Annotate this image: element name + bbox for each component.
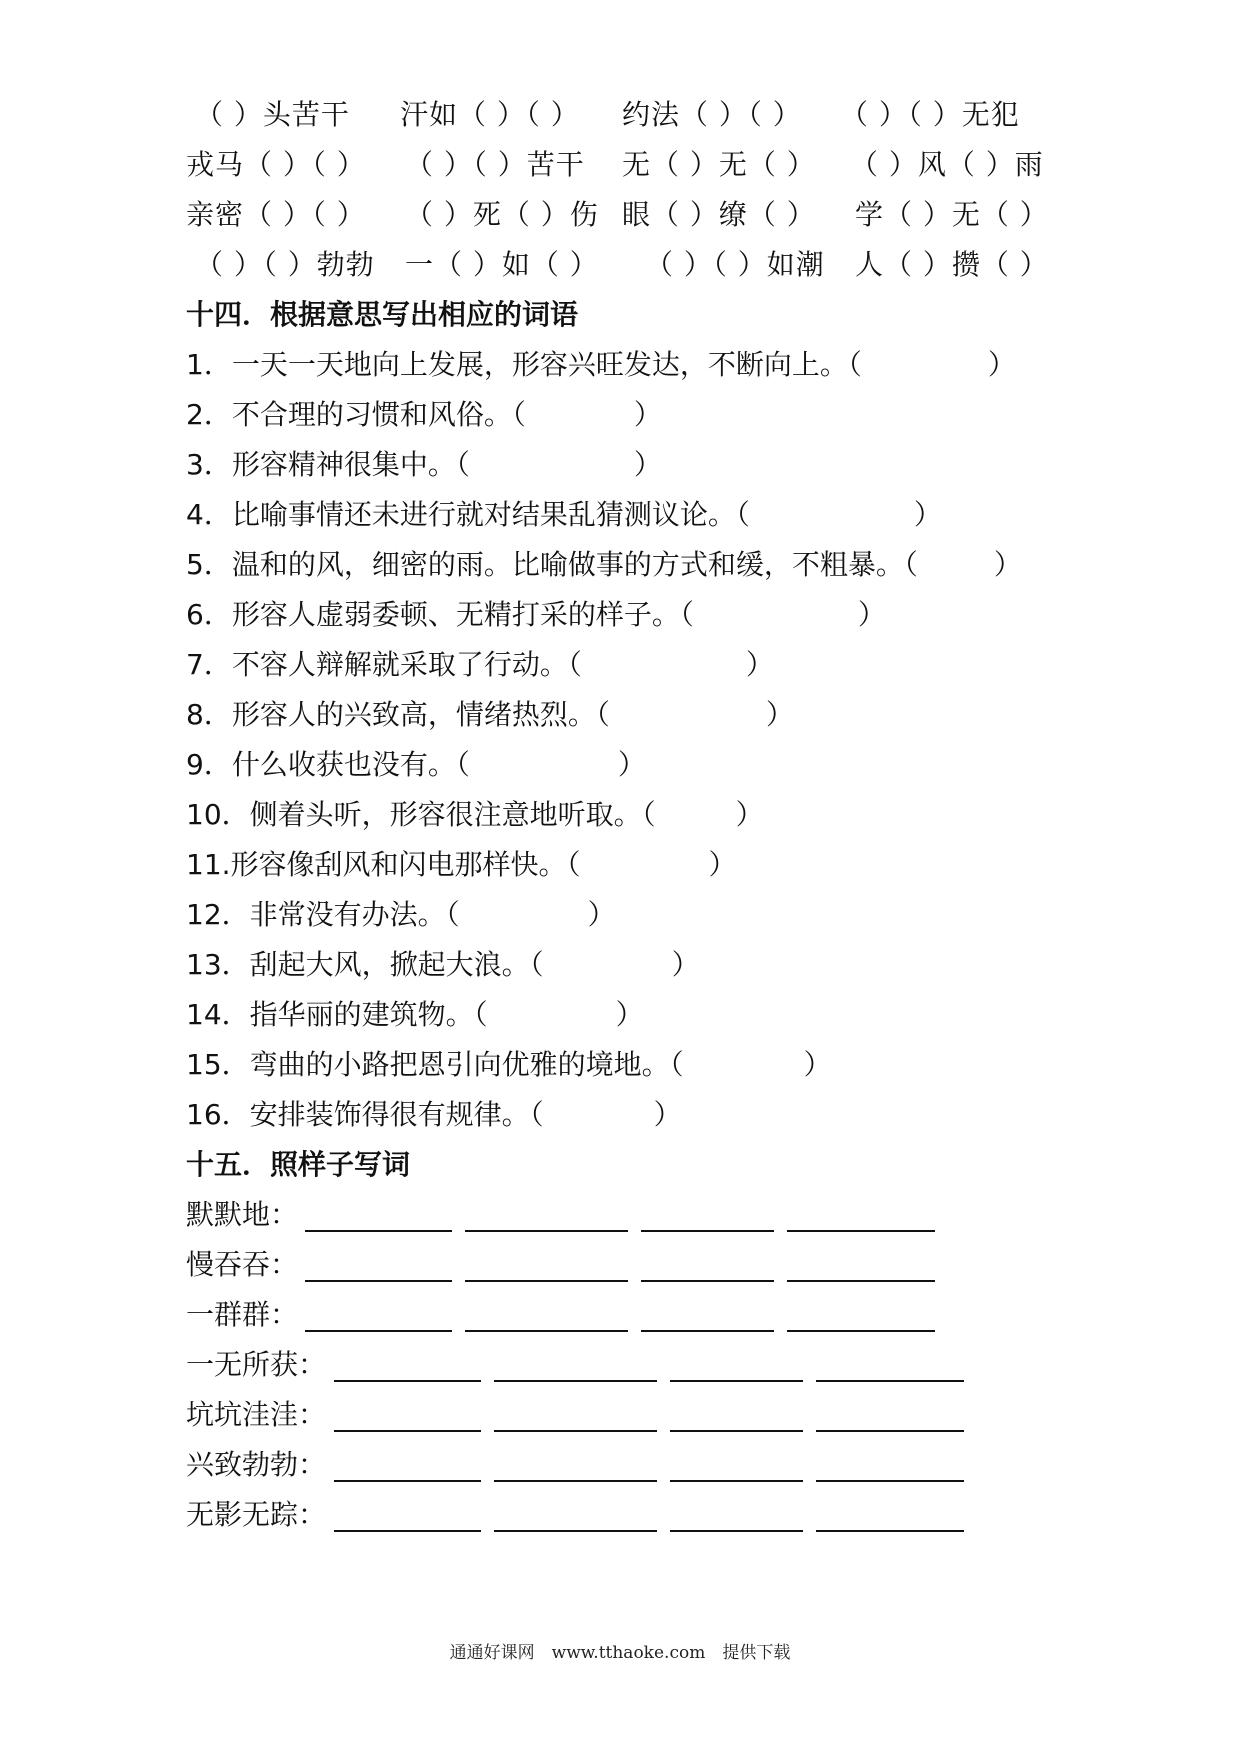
answer-line[interactable]: [787, 1230, 935, 1232]
definition-question: [186, 690, 794, 740]
answer-line[interactable]: [670, 1480, 803, 1482]
answer-line[interactable]: [641, 1280, 774, 1282]
answer-line[interactable]: [494, 1480, 657, 1482]
pattern-label: 无影无踪：: [186, 1498, 327, 1531]
answer-line[interactable]: [787, 1280, 935, 1282]
answer-line[interactable]: [494, 1530, 657, 1532]
close-paren: ）: [617, 748, 646, 781]
question-text: 8．形容人的兴致高，情绪热烈。（: [186, 698, 610, 731]
idiom-row: [0, 90, 1240, 140]
pattern-label: 一无所获：: [186, 1348, 327, 1381]
question-text: 10．侧着头听，形容很注意地听取。（: [186, 798, 656, 831]
word-pattern-row: [0, 1240, 1240, 1290]
question-text: 2．不合理的习惯和风俗。（: [186, 398, 526, 431]
definition-question: [186, 440, 662, 490]
close-paren: ）: [615, 998, 644, 1031]
question-text: 15．弯曲的小路把恩引向优雅的境地。（: [186, 1048, 684, 1081]
answer-line[interactable]: [816, 1480, 964, 1482]
answer-line[interactable]: [465, 1230, 628, 1232]
close-paren: ）: [735, 798, 764, 831]
close-paren: ）: [653, 1098, 682, 1131]
answer-line[interactable]: [494, 1380, 657, 1382]
definition-question: [186, 340, 1016, 390]
word-pattern-row: [0, 1290, 1240, 1340]
idiom-row: [0, 240, 1240, 290]
word-pattern-row: [0, 1390, 1240, 1440]
footer-credit: 通通好课网 www.tthaoke.com 提供下载: [449, 1643, 791, 1663]
idiom-item: （ ）（ ）无犯: [840, 98, 1020, 131]
answer-line[interactable]: [305, 1230, 452, 1232]
close-paren: ）: [633, 448, 662, 481]
idiom-item: 约法（ ）（ ）: [622, 98, 802, 131]
answer-line[interactable]: [816, 1380, 964, 1382]
definition-question: [186, 840, 737, 890]
answer-line[interactable]: [465, 1280, 628, 1282]
idiom-item: （ ）风（ ）雨: [850, 148, 1044, 181]
idiom-item: 汗如（ ）（ ）: [400, 98, 580, 131]
answer-line[interactable]: [305, 1280, 452, 1282]
answer-line[interactable]: [641, 1230, 774, 1232]
idiom-item: （ ）（ ）勃勃: [195, 248, 375, 281]
word-pattern-row: [0, 1340, 1240, 1390]
definition-question: [186, 1090, 682, 1140]
question-text: 16．安排装饰得很有规律。（: [186, 1098, 544, 1131]
question-text: 1．一天一天地向上发展，形容兴旺发达，不断向上。（: [186, 348, 862, 381]
question-text: 11.形容像刮风和闪电那样快。（: [186, 848, 581, 881]
definition-question: [186, 640, 774, 690]
definition-question: [186, 790, 764, 840]
answer-line[interactable]: [670, 1430, 803, 1432]
question-text: 6．形容人虚弱委顿、无精打采的样子。（: [186, 598, 694, 631]
close-paren: ）: [633, 398, 662, 431]
pattern-label: 一群群：: [186, 1298, 299, 1331]
close-paren: ）: [913, 498, 942, 531]
answer-line[interactable]: [465, 1330, 628, 1332]
idiom-item: 无（ ）无（ ）: [622, 148, 816, 181]
answer-line[interactable]: [816, 1430, 964, 1432]
question-text: 4．比喻事情还未进行就对结果乱猜测议论。（: [186, 498, 750, 531]
idiom-item: 人（ ）攒（ ）: [855, 248, 1049, 281]
idiom-item: 学（ ）无（ ）: [855, 198, 1049, 231]
definition-question: [186, 940, 700, 990]
idiom-item: （ ）头苦干: [195, 98, 350, 131]
pattern-label: 兴致勃勃：: [186, 1448, 327, 1481]
idiom-item: 亲密（ ）（ ）: [186, 198, 366, 231]
word-pattern-row: [0, 1440, 1240, 1490]
close-paren: ）: [745, 648, 774, 681]
idiom-item: 戎马（ ）（ ）: [186, 148, 366, 181]
idiom-row: [0, 190, 1240, 240]
question-text: 14．指华丽的建筑物。（: [186, 998, 488, 1031]
answer-line[interactable]: [305, 1330, 452, 1332]
close-paren: ）: [993, 548, 1022, 581]
question-text: 13．刮起大风，掀起大浪。（: [186, 948, 544, 981]
close-paren: ）: [803, 1048, 832, 1081]
close-paren: ）: [987, 348, 1016, 381]
question-text: 7．不容人辩解就采取了行动。（: [186, 648, 582, 681]
definition-question: [186, 540, 1022, 590]
definition-question: [186, 1040, 832, 1090]
definition-question: [186, 590, 886, 640]
section-14-title: 十四．根据意思写出相应的词语: [186, 298, 579, 331]
pattern-label: 坑坑洼洼：: [186, 1398, 327, 1431]
idiom-item: 一（ ）如（ ）: [405, 248, 599, 281]
idiom-row: [0, 140, 1240, 190]
question-text: 5．温和的风，细密的雨。比喻做事的方式和缓，不粗暴。（: [186, 548, 918, 581]
pattern-label: 默默地：: [186, 1198, 299, 1231]
answer-line[interactable]: [670, 1380, 803, 1382]
answer-line[interactable]: [334, 1530, 481, 1532]
close-paren: ）: [765, 698, 794, 731]
answer-line[interactable]: [494, 1430, 657, 1432]
definition-question: [186, 490, 942, 540]
close-paren: ）: [587, 898, 616, 931]
question-text: 12．非常没有办法。（: [186, 898, 460, 931]
answer-line[interactable]: [787, 1330, 935, 1332]
idiom-item: （ ）（ ）如潮: [645, 248, 825, 281]
answer-line[interactable]: [334, 1430, 481, 1432]
idiom-item: （ ）（ ）苦干: [405, 148, 585, 181]
question-text: 9．什么收获也没有。（: [186, 748, 470, 781]
definition-question: [186, 390, 662, 440]
definition-question: [186, 740, 646, 790]
word-pattern-row: [0, 1490, 1240, 1540]
answer-line[interactable]: [816, 1530, 964, 1532]
answer-line[interactable]: [334, 1380, 481, 1382]
pattern-label: 慢吞吞：: [186, 1248, 299, 1281]
answer-line[interactable]: [334, 1480, 481, 1482]
section-15-title: 十五．照样子写词: [186, 1148, 411, 1181]
answer-line[interactable]: [670, 1530, 803, 1532]
question-text: 3．形容精神很集中。（: [186, 448, 470, 481]
definition-question: [186, 990, 644, 1040]
idiom-item: （ ）死（ ）伤: [405, 198, 599, 231]
close-paren: ）: [708, 848, 737, 881]
word-pattern-row: [0, 1190, 1240, 1240]
definition-question: [186, 890, 616, 940]
close-paren: ）: [671, 948, 700, 981]
idiom-item: 眼（ ）缭（ ）: [622, 198, 816, 231]
close-paren: ）: [857, 598, 886, 631]
answer-line[interactable]: [641, 1330, 774, 1332]
